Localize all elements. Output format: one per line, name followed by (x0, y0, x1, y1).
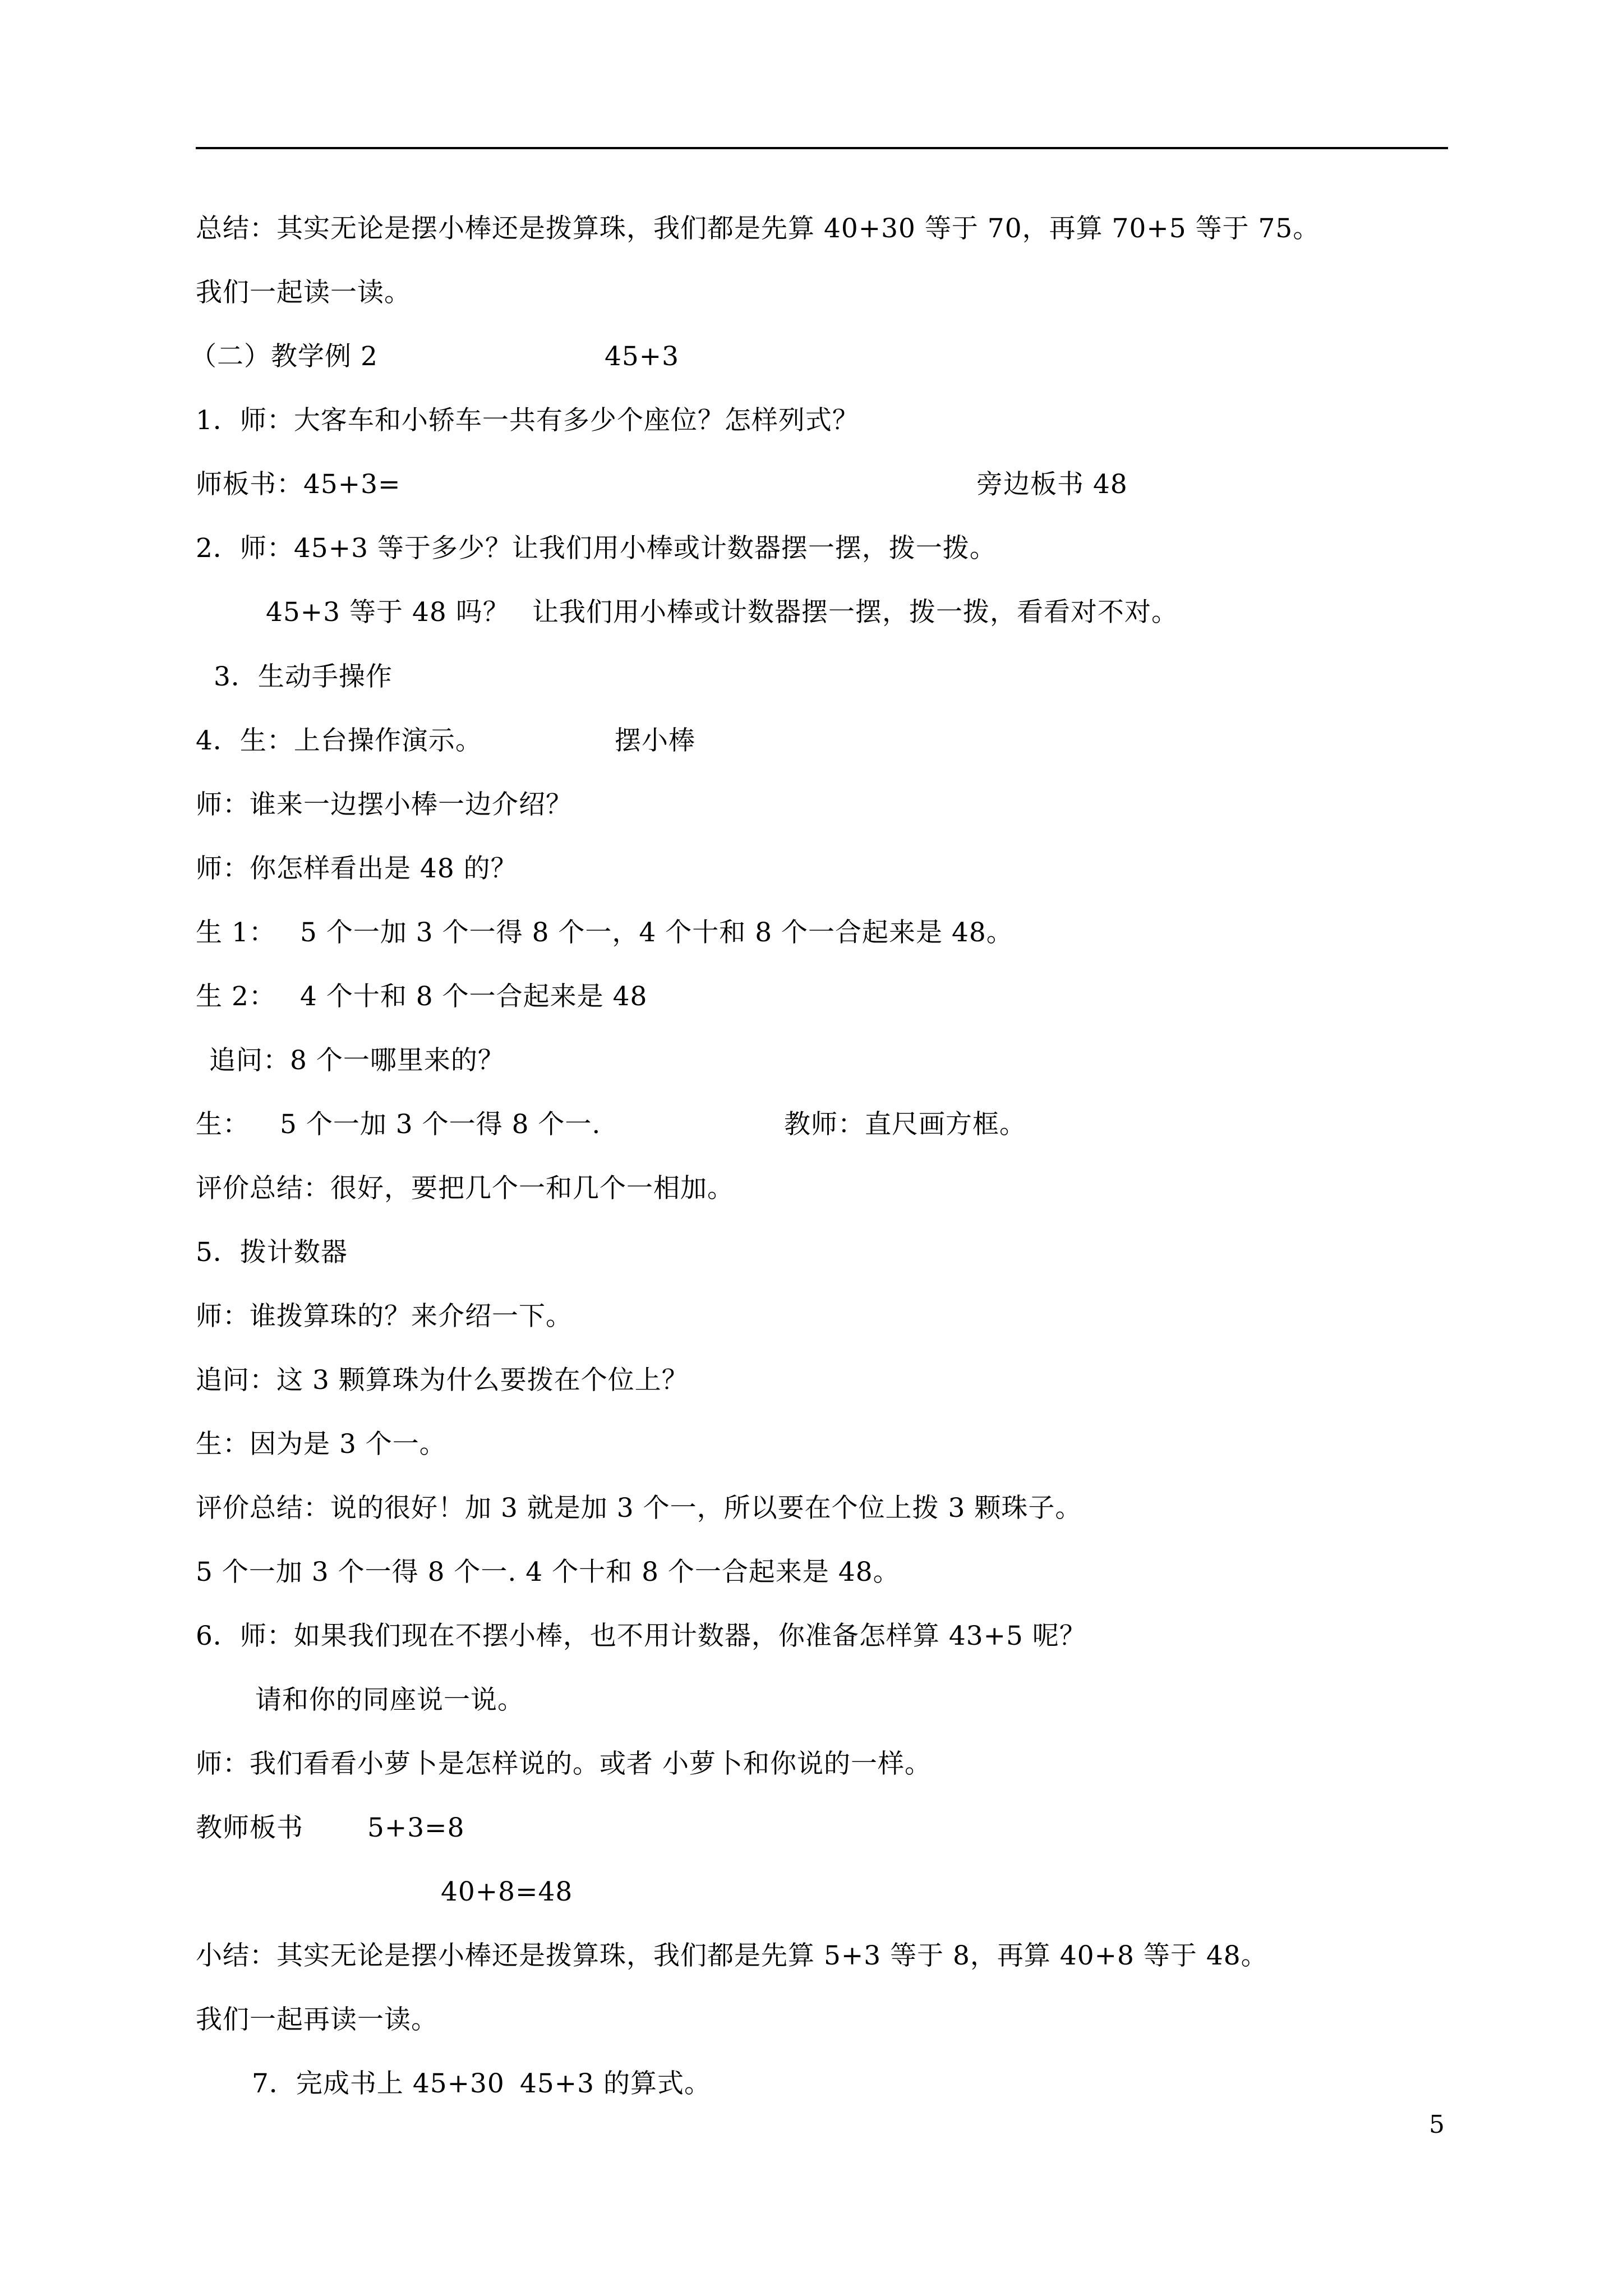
board-label: 教师板书 (196, 1812, 303, 1843)
instruction-text: 让我们用小棒或计数器摆一摆，拨一拨，看看对不对。 (532, 597, 1178, 628)
text-line: 评价总结：很好，要把几个一和几个一相加。 (196, 1173, 734, 1204)
text-line: 师：我们看看小萝卜是怎样说的。或者 小萝卜和你说的一样。 (196, 1749, 932, 1779)
student-label: 生 2： (196, 981, 276, 1012)
student-label: 生： (196, 1109, 250, 1140)
text-line (252, 2067, 712, 2168)
text-line: 生：因为是 3 个一。 (196, 1429, 446, 1460)
text-line: 师：谁来一边摆小棒一边介绍？ (196, 789, 573, 820)
text-line: 6．师：如果我们现在不摆小棒，也不用计数器，你准备怎样算 43+5 呢？ (196, 1621, 1086, 1651)
text-line: 总结：其实无论是摆小棒还是拨算珠，我们都是先算 40+30 等于 70，再算 70+5 等于 75。 (196, 213, 1320, 244)
text-line: 我们一起再读一读。 (196, 2004, 438, 2035)
board-note: 师板书：45+3= (196, 469, 401, 500)
step-activity: 摆小棒 (615, 725, 695, 756)
text-line: 2．师：45+3 等于多少？让我们用小棒或计数器摆一摆，拨一拨。 (196, 533, 997, 564)
step-text: 4．生：上台操作演示。 (196, 725, 482, 756)
page-number: 5 (1429, 2110, 1445, 2139)
text-line: 1．师：大客车和小轿车一共有多少个座位？怎样列式？ (196, 405, 859, 436)
question-text: 45+3 等于 48 吗？ (266, 597, 510, 628)
text-line: 追问：这 3 颗算珠为什么要拨在个位上？ (196, 1365, 689, 1396)
student-answer: 4 个十和 8 个一合起来是 48 (300, 981, 648, 1012)
task-text: 7．完成书上 45+30 (252, 2068, 505, 2099)
board-equation: 5+3=8 (367, 1812, 465, 1843)
student-label: 生 1： (196, 917, 276, 948)
text-line: 追问：8 个一哪里来的？ (209, 1045, 505, 1076)
task-text-continued: 45+3 的算式。 (520, 2068, 712, 2099)
text-line: 请和你的同座说一说。 (255, 1685, 524, 1715)
student-answer: 5 个一加 3 个一得 8 个一，4 个十和 8 个一合起来是 48。 (300, 917, 1013, 948)
text-line: 师：你怎样看出是 48 的？ (196, 853, 518, 884)
section-heading: （二）教学例 2 (190, 341, 378, 372)
board-equation: 40+8=48 (441, 1876, 573, 1907)
text-line: 师：谁拨算珠的？来介绍一下。 (196, 1301, 573, 1332)
student-answer: 5 个一加 3 个一得 8 个一. (280, 1109, 601, 1140)
header-rule (196, 147, 1448, 149)
text-line: 5．拨计数器 (196, 1237, 348, 1268)
text-line: 5 个一加 3 个一得 8 个一. 4 个十和 8 个一合起来是 48。 (196, 1557, 900, 1588)
teacher-note: 教师：直尺画方框。 (784, 1109, 1026, 1140)
example-expression: 45+3 (605, 341, 680, 372)
side-board-note: 旁边板书 48 (976, 469, 1128, 500)
text-line (196, 1811, 465, 1912)
text-line: 我们一起读一读。 (196, 277, 411, 308)
text-line: 3．生动手操作 (214, 661, 393, 692)
text-line: 评价总结：说的很好！加 3 就是加 3 个一，所以要在个位上拨 3 颗珠子。 (196, 1493, 1082, 1524)
text-line: 小结：其实无论是摆小棒还是拨算珠，我们都是先算 5+3 等于 8，再算 40+8 等于 48。 (196, 1940, 1268, 1971)
